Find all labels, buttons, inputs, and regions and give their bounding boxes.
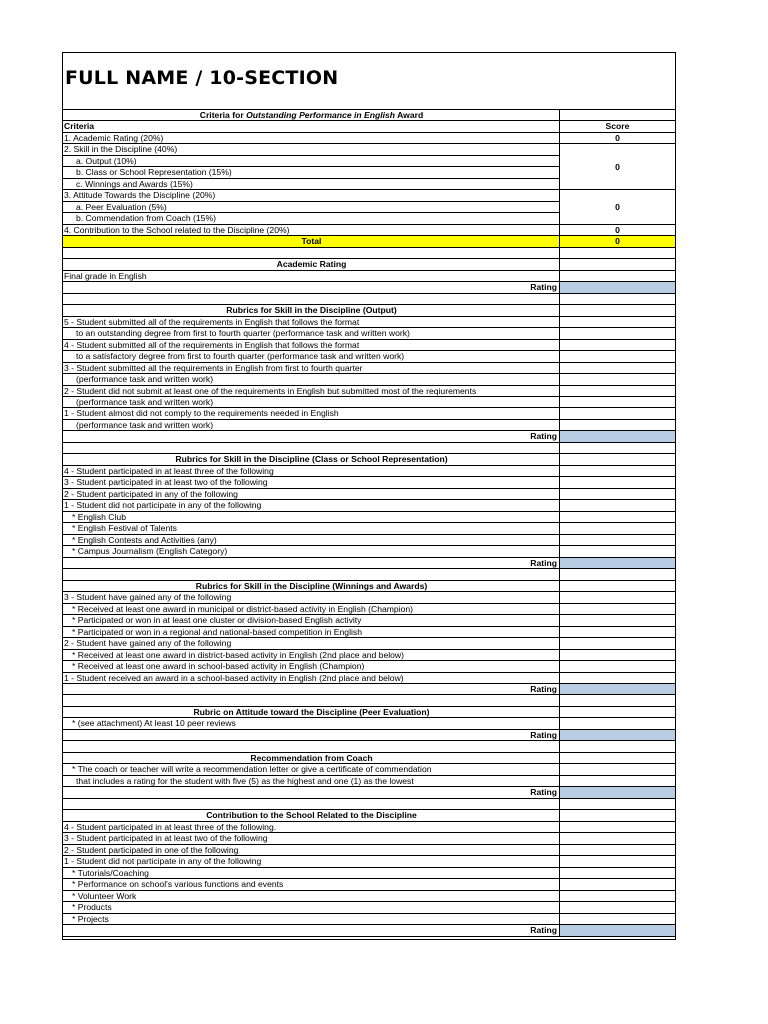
total-row [63, 236, 675, 247]
cell-text [63, 741, 560, 751]
cell-score [560, 523, 675, 533]
section-line-text: 1 - Student almost did not comply to the requirements needed in English [63, 408, 560, 418]
rating-input-cell[interactable] [560, 431, 675, 441]
cell-score [560, 902, 675, 912]
cell-score [560, 604, 675, 614]
section-heading-row [63, 753, 675, 764]
total-score: 0 [560, 236, 675, 246]
rating-label: Rating [63, 558, 560, 568]
criteria-header-prefix: Criteria for [199, 110, 247, 120]
column-header-score: Score [605, 121, 630, 132]
criteria-label: 2. Skill in the Discipline (40%) [63, 144, 560, 154]
rating-input-cell[interactable] [560, 925, 675, 935]
cell-score [560, 592, 675, 602]
cell-score [560, 317, 675, 327]
section-line [63, 845, 675, 856]
cell-score [560, 340, 675, 350]
section-line-text: 2 - Student have gained any of the following [63, 638, 560, 648]
section-line-text: * English Club [63, 512, 560, 522]
criteria-header-italic: Outstanding Performance in English [246, 110, 396, 120]
section-line-text: * Projects [63, 914, 560, 924]
section-line-text: * Participated or won in a regional and national-based competition in English [63, 627, 560, 637]
section-line [63, 271, 675, 282]
cell-text [63, 799, 560, 809]
section-line [63, 397, 675, 408]
section-heading: Rubrics for Skill in the Discipline (Output) [63, 305, 560, 315]
section-line [63, 523, 675, 534]
cell-score [560, 799, 675, 809]
section-line [63, 891, 675, 902]
section-line [63, 535, 675, 546]
cell-score [560, 822, 675, 832]
section-line [63, 673, 675, 684]
rating-label: Rating [63, 684, 560, 694]
section-line-text: 1 - Student did not participate in any of the following [63, 500, 560, 510]
section-line [63, 718, 675, 729]
section-line [63, 351, 675, 362]
section-line [63, 638, 675, 649]
section-line [63, 914, 675, 925]
section-line-text: 2 - Student participated in one of the following [63, 845, 560, 855]
rating-row [63, 684, 675, 695]
cell-score [560, 420, 675, 430]
rating-input-cell[interactable] [560, 558, 675, 568]
cell-score [560, 535, 675, 545]
section-line [63, 328, 675, 339]
column-header-row [63, 121, 675, 132]
section-line-text: * English Festival of Talents [63, 523, 560, 533]
section-line-text: 4 - Student participated in at least three of the following. [63, 822, 560, 832]
rating-row [63, 282, 675, 293]
cell-score [560, 466, 675, 476]
criteria-label: a. Peer Evaluation (5%) [63, 202, 560, 212]
section-heading: Contribution to the School Related to the Discipline [63, 810, 560, 820]
cell-score [560, 661, 675, 671]
rating-label: Rating [63, 925, 560, 935]
cell-score [560, 454, 675, 464]
criteria-row [63, 225, 675, 236]
cell-score [560, 627, 675, 637]
section-line-text: * Participated or won in at least one cluster or division-based English activity [63, 615, 560, 625]
cell-score [560, 891, 675, 901]
section-line [63, 604, 675, 615]
cell-score [560, 845, 675, 855]
criteria-label: 1. Academic Rating (20%) [63, 133, 560, 143]
criteria-label: 4. Contribution to the School related to the Discipline (20%) [63, 225, 560, 235]
cell-score [560, 741, 675, 751]
cell-score [560, 328, 675, 338]
section-line-text: 2 - Student participated in any of the following [63, 489, 560, 499]
section-line [63, 879, 675, 890]
section-line [63, 661, 675, 672]
cell-score [560, 305, 675, 315]
section-line [63, 512, 675, 523]
section-line [63, 868, 675, 879]
cell-score [560, 546, 675, 556]
criteria-score: 0 [615, 224, 620, 235]
section-line [63, 764, 675, 775]
section-line [63, 592, 675, 603]
section-line-text: * Products [63, 902, 560, 912]
blank-row [63, 443, 675, 454]
section-heading: Rubrics for Skill in the Discipline (Class or School Representation) [63, 454, 560, 464]
blank-row [63, 569, 675, 580]
cell-text [63, 569, 560, 579]
section-line [63, 627, 675, 638]
rating-row [63, 787, 675, 798]
section-line [63, 420, 675, 431]
rating-input-cell[interactable] [560, 684, 675, 694]
section-line [63, 500, 675, 511]
section-line-text: 3 - Student participated in at least two of the following [63, 833, 560, 843]
cell-score [560, 615, 675, 625]
cell-score [560, 271, 675, 281]
section-line-text: 1 - Student did not participate in any of the following [63, 856, 560, 866]
section-heading-row [63, 305, 675, 316]
criteria-label: 3. Attitude Towards the Discipline (20%) [63, 190, 560, 200]
total-label: Total [63, 236, 560, 246]
section-line-text: * (see attachment) At least 10 peer reviews [63, 718, 560, 728]
criteria-label: b. Class or School Representation (15%) [63, 167, 560, 177]
section-heading: Rubric on Attitude toward the Discipline (Peer Evaluation) [63, 707, 560, 717]
section-line [63, 340, 675, 351]
criteria-label: b. Commendation from Coach (15%) [63, 213, 560, 223]
section-line [63, 650, 675, 661]
column-header-criteria: Criteria [63, 121, 560, 131]
spreadsheet-sheet [62, 52, 676, 940]
section-line-text: 5 - Student submitted all of the requirements in English that follows the format [63, 317, 560, 327]
section-line [63, 408, 675, 419]
section-line-text: (performance task and written work) [63, 374, 560, 384]
rating-row [63, 431, 675, 442]
section-line-text: * The coach or teacher will write a recommendation letter or give a certificate of commendation [63, 764, 560, 774]
section-line [63, 833, 675, 844]
cell-score [560, 489, 675, 499]
cell-score [560, 386, 675, 396]
section-line-text: 3 - Student submitted all the requirements in English from first to fourth quarter [63, 363, 560, 373]
section-line-text: * Received at least one award in school-based activity in English (Champion) [63, 661, 560, 671]
blank-row [63, 695, 675, 706]
cell-score [560, 776, 675, 786]
section-line-text: * Volunteer Work [63, 891, 560, 901]
cell-score [560, 374, 675, 384]
section-line-text: * Received at least one award in municipal or district-based activity in English (Champion) [63, 604, 560, 614]
criteria-score: 0 [615, 132, 620, 143]
rating-input-cell[interactable] [560, 730, 675, 740]
section-line [63, 386, 675, 397]
cell-score [560, 673, 675, 683]
cell-score [560, 512, 675, 522]
cell-score [560, 856, 675, 866]
section-heading: Recommendation from Coach [63, 753, 560, 763]
blank-row [63, 741, 675, 752]
rating-label: Rating [63, 282, 560, 292]
section-line-text: (performance task and written work) [63, 420, 560, 430]
section-line-text: * English Contests and Activities (any) [63, 535, 560, 545]
skill-score: 0 [560, 144, 675, 190]
cell-score [560, 581, 675, 591]
section-line [63, 374, 675, 385]
section-heading-row [63, 259, 675, 270]
page-title: FULL NAME / 10-SECTION [65, 67, 339, 89]
section-line [63, 489, 675, 500]
section-line [63, 317, 675, 328]
cell-score [560, 500, 675, 510]
section-line-text: 1 - Student received an award in a school-based activity in English (2nd place and below) [63, 673, 560, 683]
cell-score [560, 833, 675, 843]
cell-score [560, 363, 675, 373]
section-line [63, 822, 675, 833]
criteria-header-row [63, 110, 675, 121]
section-line-text: 3 - Student have gained any of the following [63, 592, 560, 602]
cell-score [560, 397, 675, 407]
section-line-text: to a satisfactory degree from first to fourth quarter (performance task and written work) [63, 351, 560, 361]
section-line [63, 477, 675, 488]
section-line-text: that includes a rating for the student with five (5) as the highest and one (1) as the lowest [63, 776, 560, 786]
cell-score [560, 879, 675, 889]
section-heading-row [63, 581, 675, 592]
section-line [63, 856, 675, 867]
section-line-text: 4 - Student submitted all of the requirements in English that follows the format [63, 340, 560, 350]
section-line-text: * Campus Journalism (English Category) [63, 546, 560, 556]
section-line [63, 466, 675, 477]
blank-row [63, 294, 675, 305]
section-heading-row [63, 810, 675, 821]
section-line [63, 546, 675, 557]
cell-score [560, 248, 675, 258]
rating-row [63, 730, 675, 741]
cell-text [63, 294, 560, 304]
cell-score [560, 650, 675, 660]
cell-score [560, 408, 675, 418]
cell-score [560, 294, 675, 304]
section-line [63, 902, 675, 913]
criteria-label: a. Output (10%) [63, 156, 560, 166]
attitude-score: 0 [560, 190, 675, 224]
section-line-text: to an outstanding degree from first to fourth quarter (performance task and written work) [63, 328, 560, 338]
cell-score [560, 810, 675, 820]
section-line-text: * Tutorials/Coaching [63, 868, 560, 878]
section-line-text: * Performance on school's various functions and events [63, 879, 560, 889]
section-heading: Rubrics for Skill in the Discipline (Winnings and Awards) [63, 581, 560, 591]
blank-row [63, 799, 675, 810]
section-line-text: 2 - Student did not submit at least one of the requirements in English but submitted most of the reqiurements [63, 386, 560, 396]
cell-score [560, 764, 675, 774]
cell-score [560, 914, 675, 924]
section-line-text: (performance task and written work) [63, 397, 560, 407]
rating-label: Rating [63, 431, 560, 441]
section-line [63, 615, 675, 626]
cell-score [560, 695, 675, 705]
section-line-text: 4 - Student participated in at least three of the following [63, 466, 560, 476]
section-line [63, 776, 675, 787]
criteria-row [63, 133, 675, 144]
cell-text [63, 443, 560, 453]
cell-text [63, 248, 560, 258]
criteria-header [63, 110, 560, 120]
criteria-header-blank [560, 110, 675, 120]
cell-score [560, 638, 675, 648]
section-line [63, 363, 675, 374]
criteria-label: c. Winnings and Awards (15%) [63, 179, 560, 189]
rating-input-cell[interactable] [560, 787, 675, 797]
section-heading-row [63, 707, 675, 718]
section-line-text: Final grade in English [63, 271, 560, 281]
section-heading: Academic Rating [63, 259, 560, 269]
rating-label: Rating [63, 730, 560, 740]
rating-input-cell[interactable] [560, 282, 675, 292]
cell-score [560, 259, 675, 269]
blank-row [63, 248, 675, 259]
rating-row [63, 925, 675, 936]
section-heading-row [63, 454, 675, 465]
section-line-text: * Received at least one award in district-based activity in English (2nd place and below) [63, 650, 560, 660]
criteria-header-suffix: Award [395, 110, 424, 120]
cell-score [560, 868, 675, 878]
cell-score [560, 351, 675, 361]
section-line-text: 3 - Student participated in at least two of the following [63, 477, 560, 487]
rating-label: Rating [63, 787, 560, 797]
rating-row [63, 558, 675, 569]
cell-score [560, 753, 675, 763]
cell-text [63, 695, 560, 705]
cell-score [560, 707, 675, 717]
cell-score [560, 718, 675, 728]
cell-score [560, 477, 675, 487]
cell-score [560, 569, 675, 579]
cell-score [560, 443, 675, 453]
